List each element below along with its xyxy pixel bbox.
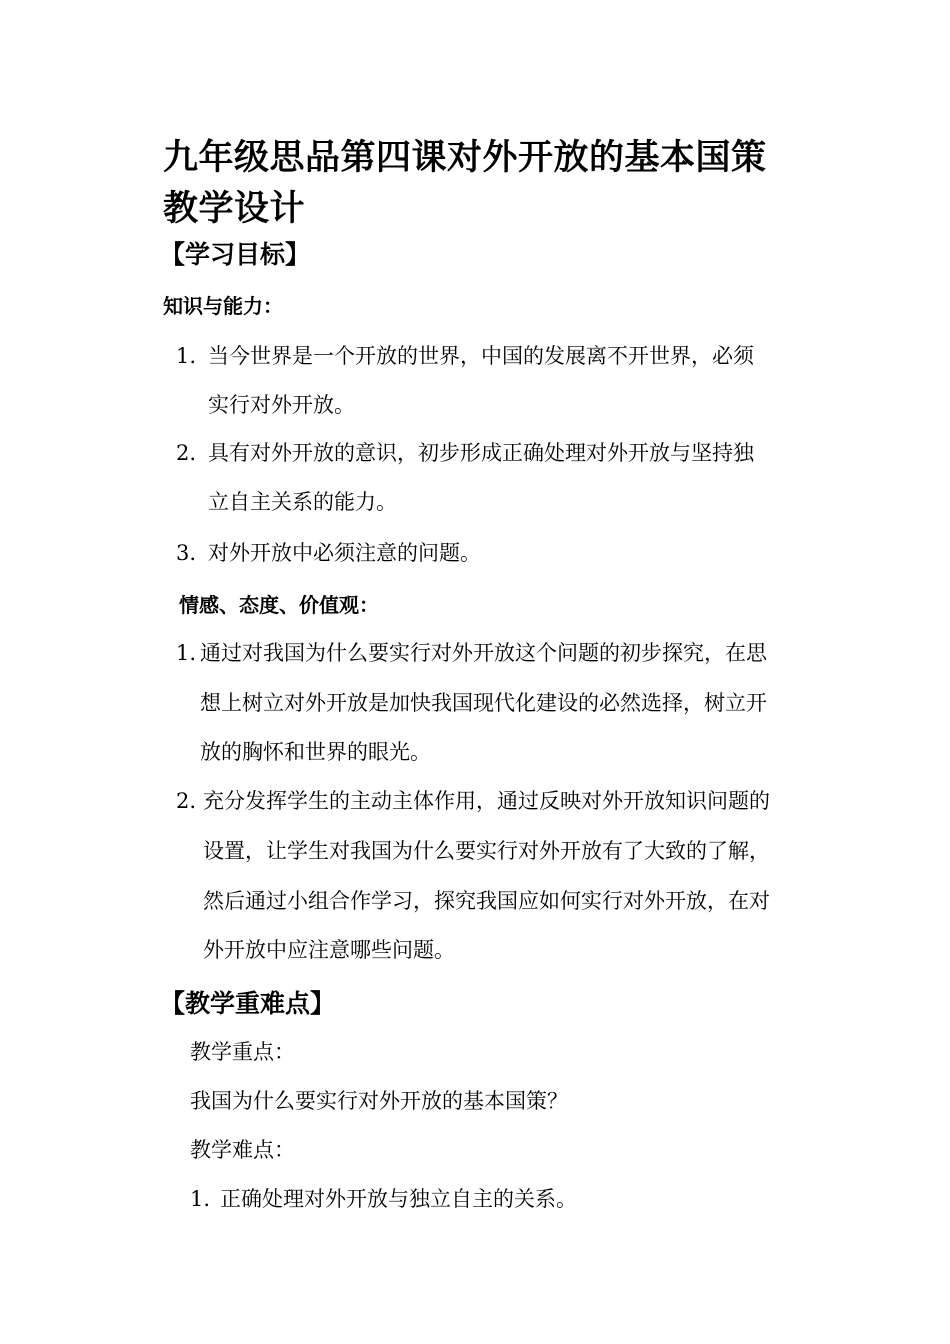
list-item-continuation: 然后通过小组合作学习，探究我国应如何实行对外开放，在对 (203, 889, 770, 913)
list-item-number: 3. (176, 541, 197, 565)
list-item-text: 通过对我国为什么要实行对外开放这个问题的初步探究，在思 (200, 641, 767, 665)
list-item-text: 对外开放中必须注意的问题。 (208, 541, 481, 565)
list-item-number: 2. (176, 789, 197, 813)
subheading-emotion-attitude-values: 情感、态度、价值观： (179, 593, 379, 617)
list-item (176, 637, 767, 667)
list-item-text: 具有对外开放的意识，初步形成正确处理对外开放与坚持独 (208, 441, 754, 465)
list-item-text: 充分发挥学生的主动主体作用，通过反映对外开放知识问题的 (203, 789, 770, 813)
text-teaching-focus: 我国为什么要实行对外开放的基本国策？ (190, 1089, 568, 1113)
label-teaching-focus: 教学重点： (190, 1040, 295, 1064)
list-item (176, 537, 481, 567)
list-item (176, 785, 770, 815)
section-heading-objectives: 【学习目标】 (160, 240, 311, 269)
list-item-text: 当今世界是一个开放的世界，中国的发展离不开世界，必须 (208, 344, 754, 368)
list-item-number: 1. (176, 344, 197, 368)
label-teaching-difficulty: 教学难点： (190, 1138, 295, 1162)
list-item-continuation: 立自主关系的能力。 (208, 490, 397, 514)
list-item-continuation: 外开放中应注意哪些问题。 (203, 938, 455, 962)
document-title-line-2: 教学设计 (163, 189, 306, 229)
list-item-continuation: 设置，让学生对我国为什么要实行对外开放有了大致的了解， (203, 839, 770, 863)
list-item-number: 2. (176, 441, 197, 465)
list-item-continuation: 放的胸怀和世界的眼光。 (200, 740, 431, 764)
list-item (176, 340, 754, 370)
subheading-knowledge-ability: 知识与能力： (163, 294, 283, 318)
document-title-line-1: 九年级思品第四课对外开放的基本国策 (163, 138, 767, 178)
list-item (190, 1183, 577, 1213)
list-item-number: 1. (176, 641, 197, 665)
section-heading-key-points: 【教学重难点】 (160, 989, 336, 1018)
list-item-text: 正确处理对外开放与独立自主的关系。 (220, 1187, 577, 1211)
list-item-continuation: 想上树立对外开放是加快我国现代化建设的必然选择，树立开 (200, 691, 767, 715)
list-item-number: 1. (190, 1187, 211, 1211)
list-item-continuation: 实行对外开放。 (208, 393, 355, 417)
list-item (176, 437, 754, 467)
